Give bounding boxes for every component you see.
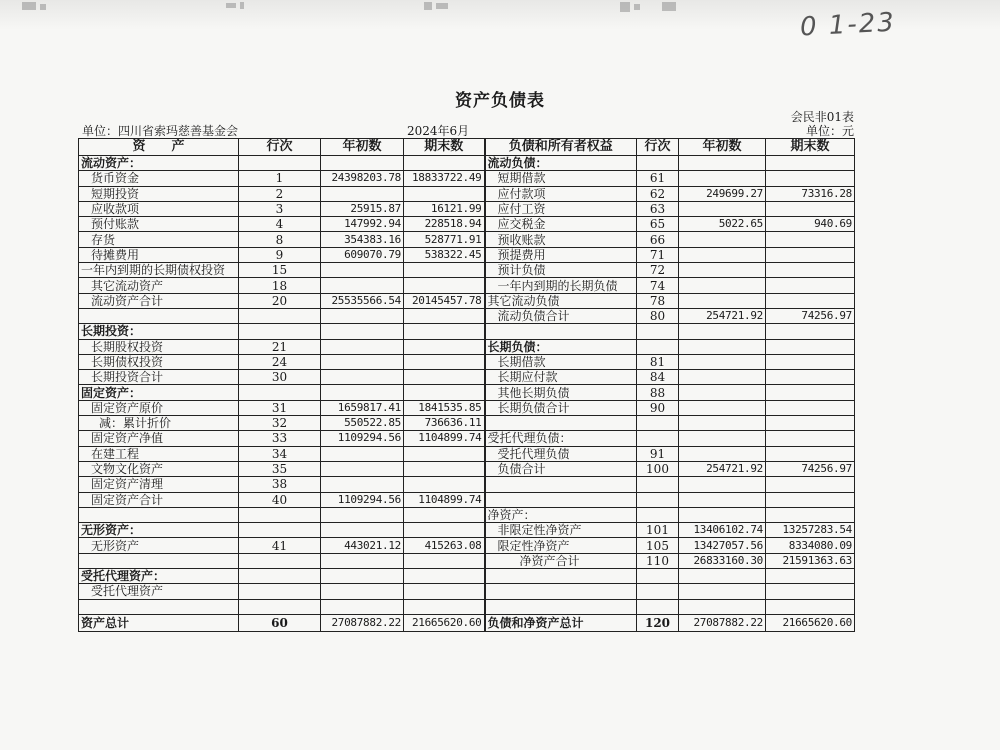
line-number: 91 <box>637 446 679 461</box>
begin-value <box>321 553 404 568</box>
line-number: 2 <box>239 186 321 201</box>
asset-item-name: 存货 <box>79 232 239 247</box>
end-value: 21591363.63 <box>766 553 855 568</box>
currency-unit: 单位：元 <box>805 124 854 138</box>
line-number: 34 <box>239 446 321 461</box>
end-value <box>404 385 485 400</box>
total-row <box>79 614 855 631</box>
asset-item-name: 长期投资合计 <box>79 370 239 385</box>
end-value: 18833722.49 <box>404 171 485 186</box>
begin-value: 27087882.22 <box>679 614 766 631</box>
line-number <box>239 385 321 400</box>
asset-item-name: 长期股权投资 <box>79 339 239 354</box>
col-end: 期末数 <box>404 139 485 156</box>
line-number: 120 <box>637 614 679 631</box>
begin-value: 26833160.30 <box>679 553 766 568</box>
asset-item-name: 待摊费用 <box>79 247 239 262</box>
asset-item-name: 流动资产： <box>79 156 239 171</box>
col-line-2: 行次 <box>637 139 679 156</box>
begin-value <box>679 492 766 507</box>
end-value <box>404 156 485 171</box>
begin-value: 27087882.22 <box>321 614 404 631</box>
end-value <box>404 599 485 614</box>
liability-item-name: 预提费用 <box>485 247 637 262</box>
organization-unit: 单位：四川省索玛慈善基金会 <box>82 124 239 138</box>
end-value <box>404 584 485 599</box>
line-number: 31 <box>239 400 321 415</box>
end-value: 228518.94 <box>404 217 485 232</box>
end-value <box>766 584 855 599</box>
asset-item-name: 受托代理资产 <box>79 584 239 599</box>
begin-value: 443021.12 <box>321 538 404 553</box>
line-number: 62 <box>637 186 679 201</box>
line-number: 88 <box>637 385 679 400</box>
end-value <box>766 599 855 614</box>
end-value <box>766 354 855 369</box>
liability-item-name: 流动负债合计 <box>485 308 637 323</box>
table-row <box>79 278 855 293</box>
asset-item-name: 固定资产清理 <box>79 477 239 492</box>
end-value <box>766 400 855 415</box>
end-value <box>766 416 855 431</box>
table-row <box>79 293 855 308</box>
begin-value <box>321 569 404 584</box>
begin-value <box>321 461 404 476</box>
begin-value: 25915.87 <box>321 201 404 216</box>
total-liabilities-label: 负债和净资产总计 <box>485 614 637 631</box>
table-row <box>79 217 855 232</box>
begin-value: 24398203.78 <box>321 171 404 186</box>
line-number <box>637 569 679 584</box>
liability-item-name <box>485 569 637 584</box>
begin-value <box>679 278 766 293</box>
table-row <box>79 171 855 186</box>
liability-item-name: 其他长期负债 <box>485 385 637 400</box>
end-value <box>766 156 855 171</box>
begin-value: 609070.79 <box>321 247 404 262</box>
begin-value: 1659817.41 <box>321 400 404 415</box>
end-value <box>766 492 855 507</box>
line-number: 35 <box>239 461 321 476</box>
liability-item-name <box>485 599 637 614</box>
end-value: 73316.28 <box>766 186 855 201</box>
table-row <box>79 370 855 385</box>
liability-item-name: 预计负债 <box>485 263 637 278</box>
asset-item-name <box>79 507 239 522</box>
begin-value <box>679 477 766 492</box>
end-value <box>766 293 855 308</box>
table-row <box>79 523 855 538</box>
begin-value: 254721.92 <box>679 461 766 476</box>
asset-item-name: 在建工程 <box>79 446 239 461</box>
line-number: 80 <box>637 308 679 323</box>
asset-item-name: 长期投资： <box>79 324 239 339</box>
end-value <box>766 324 855 339</box>
liability-item-name: 负债合计 <box>485 461 637 476</box>
liability-item-name: 限定性净资产 <box>485 538 637 553</box>
begin-value <box>321 523 404 538</box>
asset-item-name: 固定资产： <box>79 385 239 400</box>
end-value: 13257283.54 <box>766 523 855 538</box>
begin-value <box>679 569 766 584</box>
begin-value <box>679 324 766 339</box>
liability-item-name: 流动负债： <box>485 156 637 171</box>
liability-item-name: 应付款项 <box>485 186 637 201</box>
end-value: 74256.97 <box>766 461 855 476</box>
begin-value: 354383.16 <box>321 232 404 247</box>
begin-value <box>321 584 404 599</box>
line-number: 21 <box>239 339 321 354</box>
end-value <box>766 278 855 293</box>
line-number <box>637 599 679 614</box>
table-row <box>79 324 855 339</box>
liability-item-name: 长期负债： <box>485 339 637 354</box>
end-value <box>404 354 485 369</box>
asset-item-name: 文物文化资产 <box>79 461 239 476</box>
col-liability: 负债和所有者权益 <box>485 139 637 156</box>
begin-value <box>679 431 766 446</box>
end-value <box>766 201 855 216</box>
col-asset: 资 产 <box>79 139 239 156</box>
line-number <box>239 584 321 599</box>
begin-value: 147992.94 <box>321 217 404 232</box>
table-row <box>79 416 855 431</box>
end-value: 1841535.85 <box>404 400 485 415</box>
asset-item-name <box>79 308 239 323</box>
end-value <box>766 446 855 461</box>
line-number: 15 <box>239 263 321 278</box>
line-number <box>239 553 321 568</box>
line-number: 41 <box>239 538 321 553</box>
asset-item-name: 无形资产： <box>79 523 239 538</box>
form-number: 会民非01表 <box>790 110 854 124</box>
end-value: 20145457.78 <box>404 293 485 308</box>
asset-item-name: 一年内到期的长期债权投资 <box>79 263 239 278</box>
line-number: 100 <box>637 461 679 476</box>
end-value: 415263.08 <box>404 538 485 553</box>
begin-value <box>679 416 766 431</box>
begin-value <box>321 324 404 339</box>
table-row <box>79 461 855 476</box>
table-row <box>79 385 855 400</box>
line-number: 74 <box>637 278 679 293</box>
end-value <box>766 232 855 247</box>
begin-value <box>679 385 766 400</box>
end-value <box>404 461 485 476</box>
report-title: 资产负债表 <box>455 91 545 111</box>
liability-item-name <box>485 477 637 492</box>
end-value <box>404 569 485 584</box>
line-number: 1 <box>239 171 321 186</box>
line-number <box>239 507 321 522</box>
end-value: 8334080.09 <box>766 538 855 553</box>
asset-item-name: 固定资产合计 <box>79 492 239 507</box>
end-value <box>766 569 855 584</box>
asset-item-name: 受托代理资产： <box>79 569 239 584</box>
line-number: 9 <box>239 247 321 262</box>
table-row <box>79 599 855 614</box>
table-row <box>79 477 855 492</box>
end-value <box>404 507 485 522</box>
begin-value: 550522.85 <box>321 416 404 431</box>
asset-item-name: 货币资金 <box>79 171 239 186</box>
table-row <box>79 232 855 247</box>
line-number: 90 <box>637 400 679 415</box>
begin-value <box>321 507 404 522</box>
asset-item-name: 预付账款 <box>79 217 239 232</box>
end-value <box>404 278 485 293</box>
line-number: 3 <box>239 201 321 216</box>
line-number <box>637 416 679 431</box>
begin-value <box>679 156 766 171</box>
header-row <box>79 139 855 156</box>
line-number <box>239 523 321 538</box>
end-value: 21665620.60 <box>766 614 855 631</box>
table-row <box>79 538 855 553</box>
begin-value: 13427057.56 <box>679 538 766 553</box>
end-value <box>404 553 485 568</box>
line-number <box>637 324 679 339</box>
line-number <box>637 339 679 354</box>
table-row <box>79 400 855 415</box>
total-assets-label: 资产总计 <box>79 614 239 631</box>
begin-value: 249699.27 <box>679 186 766 201</box>
begin-value <box>679 446 766 461</box>
liability-item-name <box>485 584 637 599</box>
liability-item-name <box>485 324 637 339</box>
end-value: 1104899.74 <box>404 492 485 507</box>
begin-value <box>321 308 404 323</box>
end-value <box>404 324 485 339</box>
asset-item-name: 无形资产 <box>79 538 239 553</box>
table-row <box>79 339 855 354</box>
begin-value <box>679 247 766 262</box>
line-number: 4 <box>239 217 321 232</box>
line-number: 78 <box>637 293 679 308</box>
liability-item-name: 短期借款 <box>485 171 637 186</box>
asset-item-name: 其它流动资产 <box>79 278 239 293</box>
end-value: 538322.45 <box>404 247 485 262</box>
begin-value <box>679 354 766 369</box>
end-value: 940.69 <box>766 217 855 232</box>
begin-value <box>321 370 404 385</box>
end-value <box>766 385 855 400</box>
line-number: 20 <box>239 293 321 308</box>
line-number: 40 <box>239 492 321 507</box>
line-number <box>239 308 321 323</box>
end-value: 528771.91 <box>404 232 485 247</box>
line-number <box>637 507 679 522</box>
begin-value: 13406102.74 <box>679 523 766 538</box>
balance-sheet-table <box>78 138 855 632</box>
liability-item-name: 应付工资 <box>485 201 637 216</box>
handwritten-note: 0 1-23 <box>799 7 897 43</box>
liability-item-name: 受托代理负债 <box>485 446 637 461</box>
table-row <box>79 492 855 507</box>
begin-value: 5022.65 <box>679 217 766 232</box>
begin-value <box>679 370 766 385</box>
table-row <box>79 431 855 446</box>
line-number: 101 <box>637 523 679 538</box>
line-number: 33 <box>239 431 321 446</box>
line-number: 81 <box>637 354 679 369</box>
col-end-2: 期末数 <box>766 139 855 156</box>
begin-value <box>679 339 766 354</box>
line-number: 8 <box>239 232 321 247</box>
line-number: 63 <box>637 201 679 216</box>
asset-item-name: 短期投资 <box>79 186 239 201</box>
begin-value: 1109294.56 <box>321 431 404 446</box>
liability-item-name: 受托代理负债： <box>485 431 637 446</box>
line-number: 110 <box>637 553 679 568</box>
end-value: 16121.99 <box>404 201 485 216</box>
line-number: 66 <box>637 232 679 247</box>
table-row <box>79 201 855 216</box>
end-value <box>766 431 855 446</box>
asset-item-name: 应收款项 <box>79 201 239 216</box>
col-begin: 年初数 <box>321 139 404 156</box>
begin-value <box>679 232 766 247</box>
line-number: 32 <box>239 416 321 431</box>
end-value <box>404 308 485 323</box>
begin-value <box>679 293 766 308</box>
col-line: 行次 <box>239 139 321 156</box>
table-row <box>79 446 855 461</box>
begin-value <box>679 584 766 599</box>
liability-item-name: 长期借款 <box>485 354 637 369</box>
liability-item-name: 长期负债合计 <box>485 400 637 415</box>
col-begin-2: 年初数 <box>679 139 766 156</box>
liability-item-name: 一年内到期的长期负债 <box>485 278 637 293</box>
begin-value <box>321 263 404 278</box>
asset-item-name: 固定资产净值 <box>79 431 239 446</box>
begin-value <box>321 354 404 369</box>
table-row <box>79 308 855 323</box>
end-value <box>766 263 855 278</box>
liability-item-name: 预收账款 <box>485 232 637 247</box>
table-row <box>79 354 855 369</box>
line-number: 65 <box>637 217 679 232</box>
line-number <box>239 569 321 584</box>
liability-item-name: 非限定性净资产 <box>485 523 637 538</box>
end-value: 21665620.60 <box>404 614 485 631</box>
line-number <box>637 584 679 599</box>
line-number: 105 <box>637 538 679 553</box>
begin-value: 1109294.56 <box>321 492 404 507</box>
table-row <box>79 553 855 568</box>
line-number <box>637 492 679 507</box>
asset-item-name: 流动资产合计 <box>79 293 239 308</box>
line-number <box>637 477 679 492</box>
line-number: 60 <box>239 614 321 631</box>
end-value <box>404 263 485 278</box>
report-period: 2024年6月 <box>407 124 470 138</box>
table-row <box>79 247 855 262</box>
asset-item-name: 长期债权投资 <box>79 354 239 369</box>
liability-item-name <box>485 492 637 507</box>
end-value: 74256.97 <box>766 308 855 323</box>
end-value <box>766 339 855 354</box>
begin-value <box>321 186 404 201</box>
end-value: 736636.11 <box>404 416 485 431</box>
line-number: 84 <box>637 370 679 385</box>
end-value <box>404 477 485 492</box>
end-value <box>404 339 485 354</box>
begin-value: 25535566.54 <box>321 293 404 308</box>
line-number <box>637 431 679 446</box>
line-number <box>239 324 321 339</box>
line-number: 71 <box>637 247 679 262</box>
end-value <box>766 507 855 522</box>
begin-value <box>321 599 404 614</box>
begin-value <box>321 385 404 400</box>
end-value <box>766 370 855 385</box>
line-number: 72 <box>637 263 679 278</box>
asset-item-name: 减：累计折价 <box>79 416 239 431</box>
table-row <box>79 584 855 599</box>
table-row <box>79 507 855 522</box>
liability-item-name: 净资产： <box>485 507 637 522</box>
end-value <box>766 247 855 262</box>
end-value <box>404 186 485 201</box>
asset-item-name: 固定资产原价 <box>79 400 239 415</box>
end-value: 1104899.74 <box>404 431 485 446</box>
table-row <box>79 156 855 171</box>
line-number: 18 <box>239 278 321 293</box>
line-number: 24 <box>239 354 321 369</box>
asset-item-name <box>79 553 239 568</box>
table-row <box>79 263 855 278</box>
end-value <box>766 171 855 186</box>
end-value <box>404 523 485 538</box>
line-number: 38 <box>239 477 321 492</box>
line-number: 30 <box>239 370 321 385</box>
end-value <box>404 446 485 461</box>
begin-value <box>321 339 404 354</box>
line-number <box>239 156 321 171</box>
begin-value <box>679 507 766 522</box>
liability-item-name <box>485 416 637 431</box>
asset-item-name <box>79 599 239 614</box>
begin-value <box>679 171 766 186</box>
end-value <box>766 477 855 492</box>
begin-value <box>321 446 404 461</box>
begin-value <box>321 156 404 171</box>
liability-item-name: 应交税金 <box>485 217 637 232</box>
table-row <box>79 569 855 584</box>
liability-item-name: 长期应付款 <box>485 370 637 385</box>
table-row <box>79 186 855 201</box>
liability-item-name: 净资产合计 <box>485 553 637 568</box>
end-value <box>404 370 485 385</box>
begin-value <box>679 263 766 278</box>
line-number <box>637 156 679 171</box>
begin-value <box>679 599 766 614</box>
begin-value: 254721.92 <box>679 308 766 323</box>
begin-value <box>321 278 404 293</box>
liability-item-name: 其它流动负债 <box>485 293 637 308</box>
line-number: 61 <box>637 171 679 186</box>
begin-value <box>679 201 766 216</box>
begin-value <box>679 400 766 415</box>
line-number <box>239 599 321 614</box>
begin-value <box>321 477 404 492</box>
